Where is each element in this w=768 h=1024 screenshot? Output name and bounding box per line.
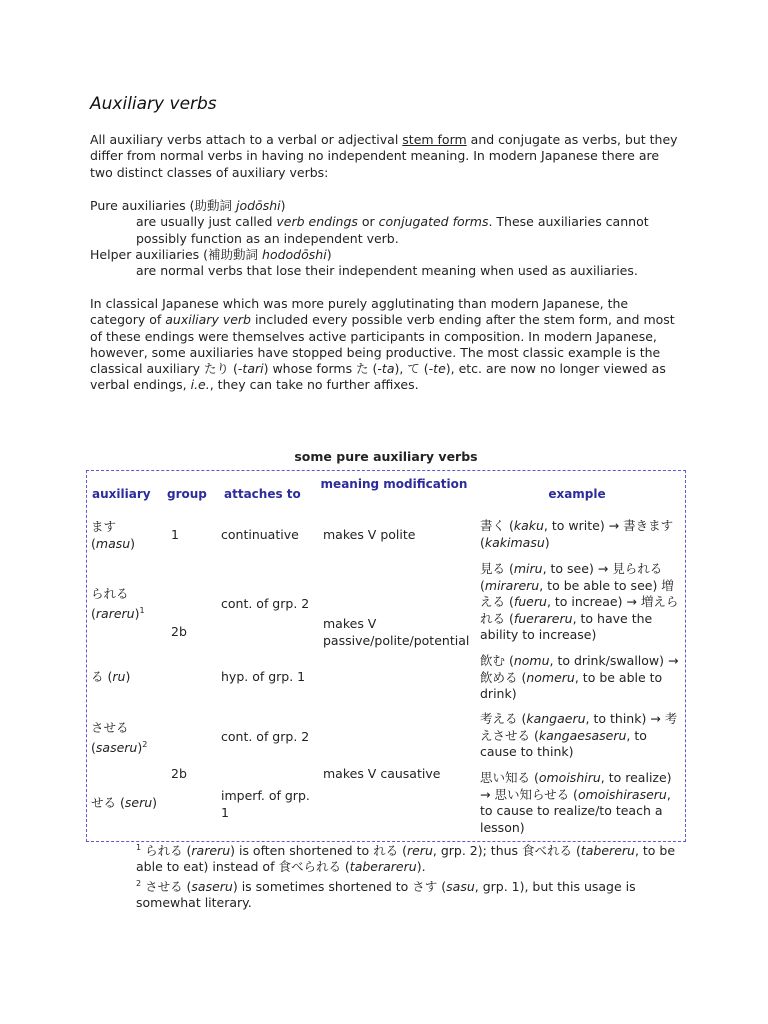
footnote-ref[interactable]: 2 <box>142 739 148 749</box>
ex-text: ) <box>544 534 550 550</box>
desc-em: verb endings <box>276 214 358 230</box>
para-text: ) whose forms た (- <box>263 361 382 377</box>
note-romaji: reru <box>406 843 433 859</box>
ex-text: , to see) → 見られる ( <box>480 561 663 593</box>
ex-text: , to be able to see) 増える ( <box>480 577 674 609</box>
intro-paragraph <box>90 132 682 181</box>
meaning-passive: makes V passive/polite/potential <box>323 616 470 648</box>
table-row-seru-attaches: imperf. of grp. 1 <box>221 788 310 820</box>
table-row-saseru-aux: させる (saseru)$^2$ <box>91 720 148 755</box>
pure-auxiliary-table <box>86 470 686 842</box>
group-2b-passive: 2b <box>171 624 187 639</box>
note-text: ) is often shortened to れる ( <box>230 843 407 859</box>
ex-romaji: nomu <box>513 653 550 668</box>
ex-text: 見る ( <box>480 561 514 576</box>
table-caption: some pure auxiliary verbs <box>294 449 478 464</box>
note-romaji: rareru <box>191 843 231 859</box>
footnote-2 <box>136 876 696 912</box>
desc-helper-auxiliaries: are normal verbs that lose their independent meaning when used as auxiliaries. <box>136 263 638 279</box>
term-prefix: Helper auxiliaries ( <box>90 246 209 262</box>
ex-romaji: fuerareru <box>513 610 573 626</box>
note-text: させる ( <box>141 878 192 894</box>
ex-text: 考える ( <box>480 711 527 726</box>
note-text: られる ( <box>141 843 192 859</box>
term-kanji: 助動詞 <box>194 198 233 213</box>
ex-romaji: fueru <box>513 594 547 609</box>
term-kanji: 補助動詞 <box>208 246 259 262</box>
stem-form-link[interactable]: stem form <box>402 132 467 147</box>
footnote-num: 2 <box>136 878 142 888</box>
intro-text-1: All auxiliary verbs attach to a verbal or adjectival <box>90 132 403 147</box>
table-row-saseru-example <box>480 711 680 761</box>
footnotes <box>136 840 696 912</box>
header-example: example <box>548 487 606 501</box>
para-text: ), て (- <box>394 361 434 377</box>
desc-text: . These auxiliaries cannot possibly function as an independent verb. <box>136 214 649 246</box>
table-row-masu-aux: ます (masu) <box>91 519 136 551</box>
ex-text: 書く ( <box>480 518 514 533</box>
table-row-seru-aux: せる (seru) <box>91 795 158 810</box>
intro-text-2: and conjugate as verbs, but they differ from normal verbs in having no independent meaning. In modern Japanese there are two distinct classes of auxiliary verbs: <box>90 132 678 180</box>
page-title: Auxiliary verbs <box>90 94 217 114</box>
note-romaji: tabereru <box>580 843 635 859</box>
meaning-causative: makes V causative <box>323 766 441 781</box>
ex-romaji: kakimasu <box>484 534 545 550</box>
desc-em: conjugated forms <box>378 214 489 230</box>
ex-text: , to realize) → 思い知らせる ( <box>480 770 672 802</box>
ex-text: , to write) → 書きます ( <box>480 518 674 550</box>
aux-romaji: ru <box>112 669 126 684</box>
para-text: , they can take no further affixes. <box>209 377 419 393</box>
aux-jp: られる <box>91 586 129 601</box>
note-text: ). <box>416 859 426 875</box>
para-em: ta <box>381 361 395 377</box>
para-em: te <box>433 361 446 377</box>
note-text: , grp. 2); thus 食べれる ( <box>432 843 581 859</box>
classical-paragraph <box>90 296 682 394</box>
table-row-rareru-aux: られる (rareru)$^1$ <box>91 586 145 621</box>
ex-text: , to have the ability to increase) <box>480 610 653 642</box>
aux-romaji: masu <box>95 535 131 551</box>
ex-romaji: mirareru <box>484 577 540 593</box>
term-romaji: hododōshi <box>262 246 327 262</box>
header-auxiliary: auxiliary <box>92 487 151 501</box>
header-attaches: attaches to <box>224 487 301 501</box>
ex-text: , to drink/swallow) → 飲める ( <box>480 653 679 685</box>
ex-romaji: omoishiraseru <box>577 786 667 802</box>
table-row-rareru-example <box>480 561 680 644</box>
ex-romaji: kangaeru <box>526 711 586 726</box>
para-em: auxiliary verb <box>165 312 251 328</box>
desc-text: or <box>357 214 379 230</box>
table-row-ru-example <box>480 653 680 703</box>
term-suffix: ) <box>326 246 332 262</box>
ex-text: 飲む ( <box>480 653 514 668</box>
table-row-ru-attaches: hyp. of grp. 1 <box>221 669 306 684</box>
note-romaji: saseru <box>191 878 233 894</box>
aux-romaji: saseru <box>95 739 138 755</box>
footnote-num: 1 <box>136 843 142 852</box>
term-pure-auxiliaries <box>90 198 682 214</box>
ex-romaji: omoishiru <box>538 770 601 785</box>
table-row-seru-example <box>480 770 680 836</box>
aux-jp: せる <box>91 795 117 810</box>
note-text: , grp. 1), but this usage is somewhat literary. <box>136 878 636 911</box>
para-text: ), etc. are now no longer viewed as verbal endings, <box>90 361 666 393</box>
table-row-masu-attaches: continuative <box>221 527 299 542</box>
table-row-saseru-attaches: cont. of grp. 2 <box>221 729 310 744</box>
aux-jp: させる <box>91 720 129 735</box>
note-text: ) is sometimes shortened to さす ( <box>232 878 447 894</box>
table-row-rareru-attaches: cont. of grp. 2 <box>221 596 310 611</box>
ex-text: 思い知る ( <box>480 770 539 785</box>
ex-romaji: kangaesaseru <box>538 727 627 743</box>
note-text: , to be able to eat) instead of 食べられる ( <box>136 843 676 875</box>
aux-romaji: rareru <box>95 605 135 621</box>
term-suffix: ) <box>280 198 286 213</box>
table-row-masu-group: 1 <box>171 527 179 542</box>
table-row-masu-example <box>480 518 680 551</box>
aux-jp: ます <box>91 519 117 534</box>
para-text: included every possible verb ending after the stem form, and most of these endings were themselves active participants in composition. In modern Japanese, however, some auxiliaries have stopped being productive. The most classic example is the classical auxiliary たり (- <box>90 312 675 377</box>
ex-text: , to be able to drink) <box>480 669 663 701</box>
ex-text: , to think) → 考えさせる ( <box>480 711 678 743</box>
term-romaji: jodōshi <box>236 198 281 213</box>
aux-jp: る <box>91 669 104 684</box>
footnote-1 <box>136 840 696 876</box>
table-row-masu-meaning: makes V polite <box>323 527 416 542</box>
ex-text: , to increae) → 増えられる ( <box>480 594 679 626</box>
term-prefix: Pure auxiliaries ( <box>90 198 195 213</box>
header-meaning: meaning modification <box>320 477 468 491</box>
note-romaji: taberareru <box>349 859 417 875</box>
group-2b-causative: 2b <box>171 766 187 781</box>
desc-text: are usually just called <box>136 214 277 230</box>
note-romaji: sasu <box>446 878 475 894</box>
header-group: group <box>167 487 207 501</box>
ex-romaji: kaku <box>513 518 544 533</box>
aux-romaji: seru <box>124 795 153 810</box>
auxiliary-classes-list <box>90 198 682 279</box>
ex-romaji: nomeru <box>526 669 575 685</box>
desc-pure-auxiliaries <box>90 214 682 247</box>
footnote-ref[interactable]: 1 <box>139 605 145 615</box>
term-helper-auxiliaries <box>90 247 682 263</box>
para-em: i.e. <box>190 377 210 393</box>
para-text: In classical Japanese which was more purely agglutinating than modern Japanese, the category of <box>90 296 629 328</box>
para-em: tari <box>242 361 264 377</box>
table-row-ru-aux: る (ru) <box>91 669 131 684</box>
ex-text: , to cause to think) <box>480 727 647 759</box>
ex-text: , to cause to realize/to teach a lesson) <box>480 786 671 835</box>
ex-romaji: miru <box>513 561 543 576</box>
